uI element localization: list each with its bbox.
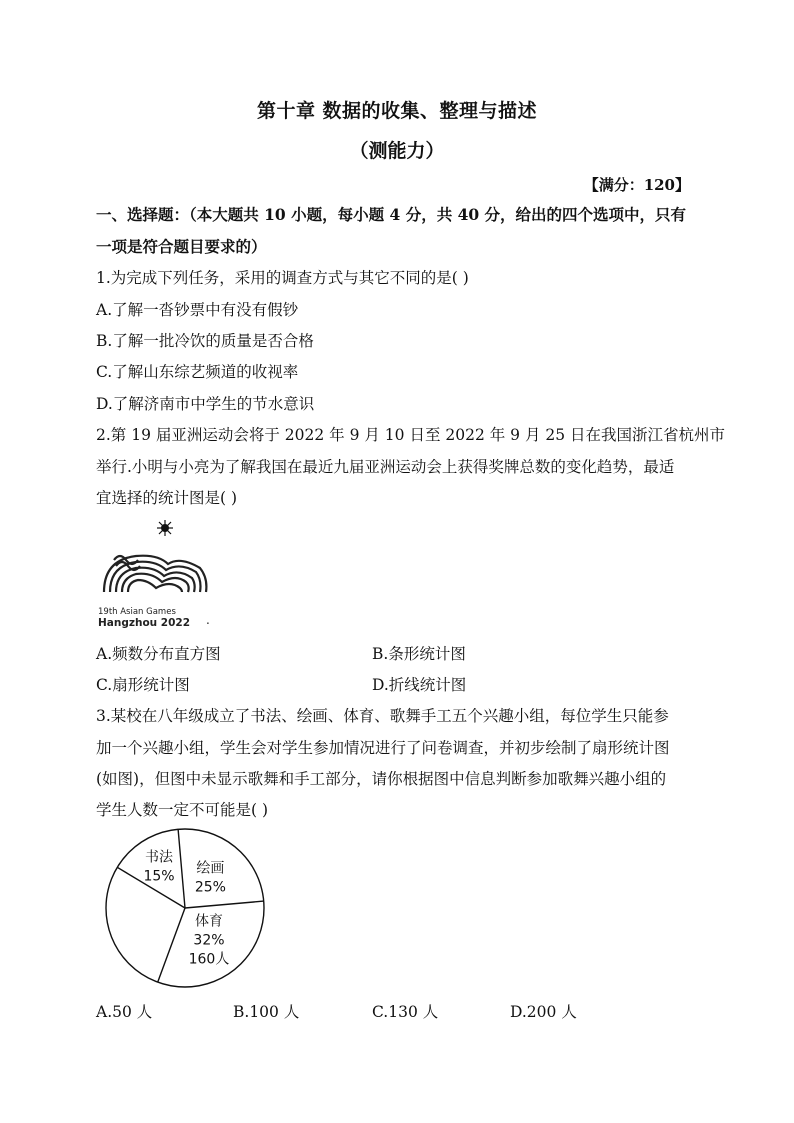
q2-line2: 举行.小明与小亮为了解我国在最近九届亚洲运动会上获得奖牌总数的变化趋势，最适	[96, 458, 675, 476]
logo-text-line1: 19th Asian Games	[98, 607, 176, 617]
q2-line1: 2.第 19 届亚洲运动会将于 2022 年 9 月 10 日至 2022 年 9 月 25 日在我国浙江省杭州市	[96, 426, 726, 444]
q3-option-b: B.100 人	[233, 1003, 300, 1021]
q3-option-d: D.200 人	[510, 1003, 577, 1021]
q3-line3: (如图)，但图中未显示歌舞和手工部分，请你根据图中信息判断参加歌舞兴趣小组的	[96, 770, 667, 788]
q2-option-a: A.频数分布直方图	[96, 645, 221, 663]
logo-text-line2: Hangzhou 2022	[98, 617, 191, 629]
section-heading-line2: 一项是符合题目要求的）	[96, 237, 267, 256]
section-heading-line1: 一、选择题：（本大题共 10 小题，每小题 4 分，共 40 分，给出的四个选项中，只有	[96, 205, 687, 224]
pie-label-calligraphy-name: 书法	[145, 849, 174, 866]
q1-option-a: A.了解一沓钞票中有没有假钞	[96, 301, 299, 319]
pie-label-sports-name: 体育	[194, 913, 223, 930]
q3-line4: 学生人数一定不可能是( )	[96, 801, 269, 819]
sun-emblem-icon	[157, 520, 173, 536]
pie-label-calligraphy-percent: 15%	[143, 868, 175, 885]
q2-option-c: C.扇形统计图	[96, 676, 190, 694]
q2-line3: 宜选择的统计图是( )	[96, 489, 238, 507]
logo-trailing-dot: .	[206, 613, 210, 627]
q3-option-c: C.130 人	[372, 1003, 439, 1021]
asian-games-logo	[96, 520, 216, 630]
pie-label-sports-percent: 32%	[193, 932, 225, 949]
page-title: 第十章 数据的收集、整理与描述	[256, 100, 538, 122]
q3-line1: 3.某校在八年级成立了书法、绘画、体育、歌舞手工五个兴趣小组，每位学生只能参	[96, 707, 669, 725]
q1-option-b: B.了解一批冷饮的质量是否合格	[96, 332, 314, 350]
q1-option-c: C.了解山东综艺频道的收视率	[96, 363, 299, 381]
q1-stem: 1.为完成下列任务，采用的调查方式与其它不同的是( )	[96, 269, 469, 287]
waves-emblem-icon	[104, 556, 206, 592]
pie-label-painting-percent: 25%	[194, 879, 226, 896]
score-label: 【满分：120】	[583, 176, 690, 194]
q3-line2: 加一个兴趣小组，学生会对学生参加情况进行了问卷调查，并初步绘制了扇形统计图	[96, 739, 670, 757]
pie-label-painting-name: 绘画	[196, 860, 225, 877]
q2-option-b: B.条形统计图	[372, 645, 466, 663]
q2-option-d: D.折线统计图	[372, 676, 467, 694]
q3-option-a: A.50 人	[96, 1003, 153, 1021]
pie-chart	[103, 826, 267, 990]
q1-option-d: D.了解济南市中学生的节水意识	[96, 395, 315, 413]
page-subtitle: （测能力）	[349, 140, 445, 162]
pie-label-sports-count: 160人	[188, 951, 230, 968]
